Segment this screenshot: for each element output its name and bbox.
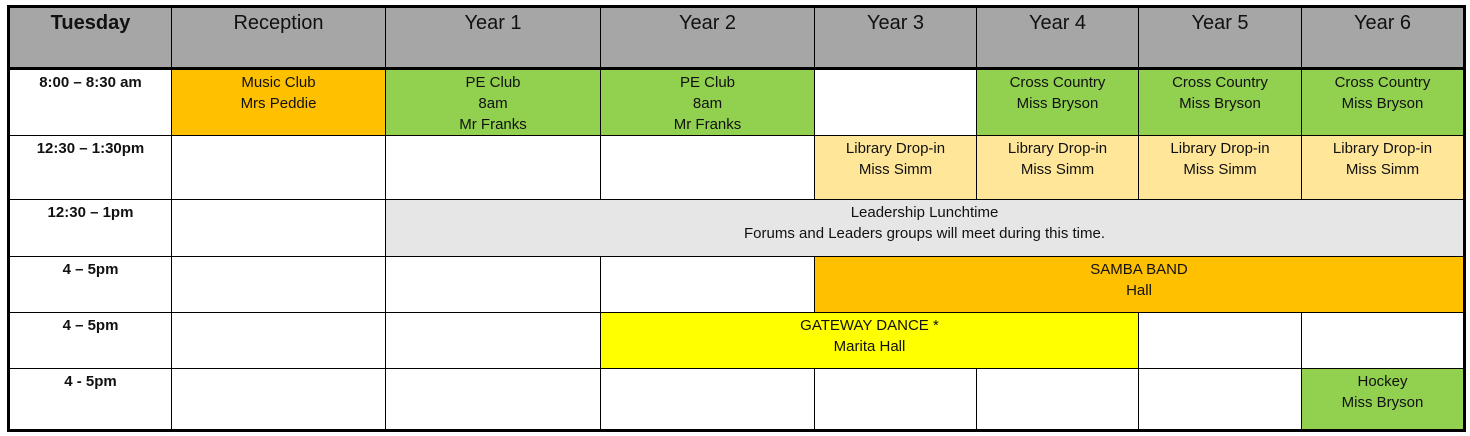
- activity-leader: Mrs Peddie: [240, 95, 317, 112]
- time-slot: 12:30 – 1pm: [9, 200, 172, 257]
- activity-leader: Miss Bryson: [1341, 394, 1424, 411]
- table-row: [9, 136, 1465, 200]
- empty-cell: [601, 369, 815, 431]
- time-slot: 12:30 – 1:30pm: [9, 136, 172, 200]
- activity-name: Library Drop-in: [845, 140, 946, 157]
- activity-name: Leadership Lunchtime: [850, 204, 999, 221]
- activity-name: Library Drop-in: [1332, 140, 1433, 157]
- day-header: Tuesday: [9, 7, 172, 69]
- activity-name: Hockey: [1357, 373, 1408, 390]
- empty-cell: [172, 257, 386, 313]
- empty-cell: [815, 369, 977, 431]
- activity-name: GATEWAY DANCE *: [800, 317, 939, 334]
- table-row: [9, 200, 1465, 257]
- column-header-year-4: Year 4: [977, 7, 1139, 69]
- time-slot: 8:00 – 8:30 am: [9, 69, 172, 136]
- cell-hockey: [1302, 369, 1465, 431]
- empty-cell: [386, 369, 601, 431]
- activity-name: Music Club: [241, 74, 316, 91]
- empty-cell: [601, 257, 815, 313]
- cell-pe-club-year-1: [386, 69, 601, 136]
- activity-name: PE Club: [465, 74, 521, 91]
- activity-leader: Miss Bryson: [1016, 95, 1099, 112]
- activity-name: Cross Country: [1009, 74, 1106, 91]
- column-header-year-3: Year 3: [815, 7, 977, 69]
- empty-cell: [1302, 313, 1465, 369]
- table-row: [9, 313, 1465, 369]
- table-row: [9, 369, 1465, 431]
- empty-cell: [172, 313, 386, 369]
- activity-leader: Miss Bryson: [1179, 95, 1261, 112]
- cell-pe-club-year-2: [601, 69, 815, 136]
- activity-name: Cross Country: [1172, 74, 1268, 91]
- activity-leader: Mr Franks: [459, 116, 527, 133]
- column-header-year-6: Year 6: [1302, 7, 1465, 69]
- activity-leader: Mr Franks: [673, 116, 742, 133]
- activity-time: 8am: [478, 95, 508, 112]
- cell-cross-country-year-5: [1139, 69, 1302, 136]
- cell-gateway-dance: [601, 313, 1139, 369]
- activity-name: Cross Country: [1334, 74, 1431, 91]
- activity-leader: Miss Simm: [1183, 161, 1257, 178]
- cell-cross-country-year-6: [1302, 69, 1465, 136]
- activity-leader: Marita Hall: [833, 338, 906, 355]
- activity-name: PE Club: [679, 74, 736, 91]
- column-header-reception: Reception: [172, 7, 386, 69]
- cell-cross-country-year-4: [977, 69, 1139, 136]
- club-timetable: [7, 5, 1466, 432]
- activity-leader: Miss Simm: [858, 161, 933, 178]
- activity-name: SAMBA BAND: [1090, 261, 1188, 278]
- activity-time: 8am: [692, 95, 723, 112]
- empty-cell: [172, 136, 386, 200]
- column-header-year-1: Year 1: [386, 7, 601, 69]
- activity-note: Forums and Leaders groups will meet during this time.: [744, 225, 1105, 242]
- activity-name: Library Drop-in: [1170, 140, 1270, 157]
- column-header-year-2: Year 2: [601, 7, 815, 69]
- cell-leadership-lunchtime: [386, 200, 1465, 257]
- cell-library-year-3: [815, 136, 977, 200]
- header-row: [9, 7, 1465, 69]
- cell-library-year-5: [1139, 136, 1302, 200]
- empty-cell: [172, 200, 386, 257]
- activity-name: Library Drop-in: [1007, 140, 1108, 157]
- empty-cell: [172, 369, 386, 431]
- activity-leader: Miss Bryson: [1341, 95, 1424, 112]
- activity-leader: Miss Simm: [1345, 161, 1420, 178]
- empty-cell: [601, 136, 815, 200]
- time-slot: 4 – 5pm: [9, 313, 172, 369]
- empty-cell: [386, 313, 601, 369]
- empty-cell: [1139, 369, 1302, 431]
- empty-cell: [815, 69, 977, 136]
- empty-cell: [386, 257, 601, 313]
- cell-library-year-6: [1302, 136, 1465, 200]
- empty-cell: [977, 369, 1139, 431]
- activity-location: Hall: [1126, 282, 1152, 299]
- column-header-year-5: Year 5: [1139, 7, 1302, 69]
- cell-samba-band: [815, 257, 1465, 313]
- empty-cell: [1139, 313, 1302, 369]
- cell-library-year-4: [977, 136, 1139, 200]
- time-slot: 4 - 5pm: [9, 369, 172, 431]
- table-row: [9, 69, 1465, 136]
- time-slot: 4 – 5pm: [9, 257, 172, 313]
- activity-leader: Miss Simm: [1020, 161, 1095, 178]
- empty-cell: [386, 136, 601, 200]
- table-row: [9, 257, 1465, 313]
- cell-music-club: [172, 69, 386, 136]
